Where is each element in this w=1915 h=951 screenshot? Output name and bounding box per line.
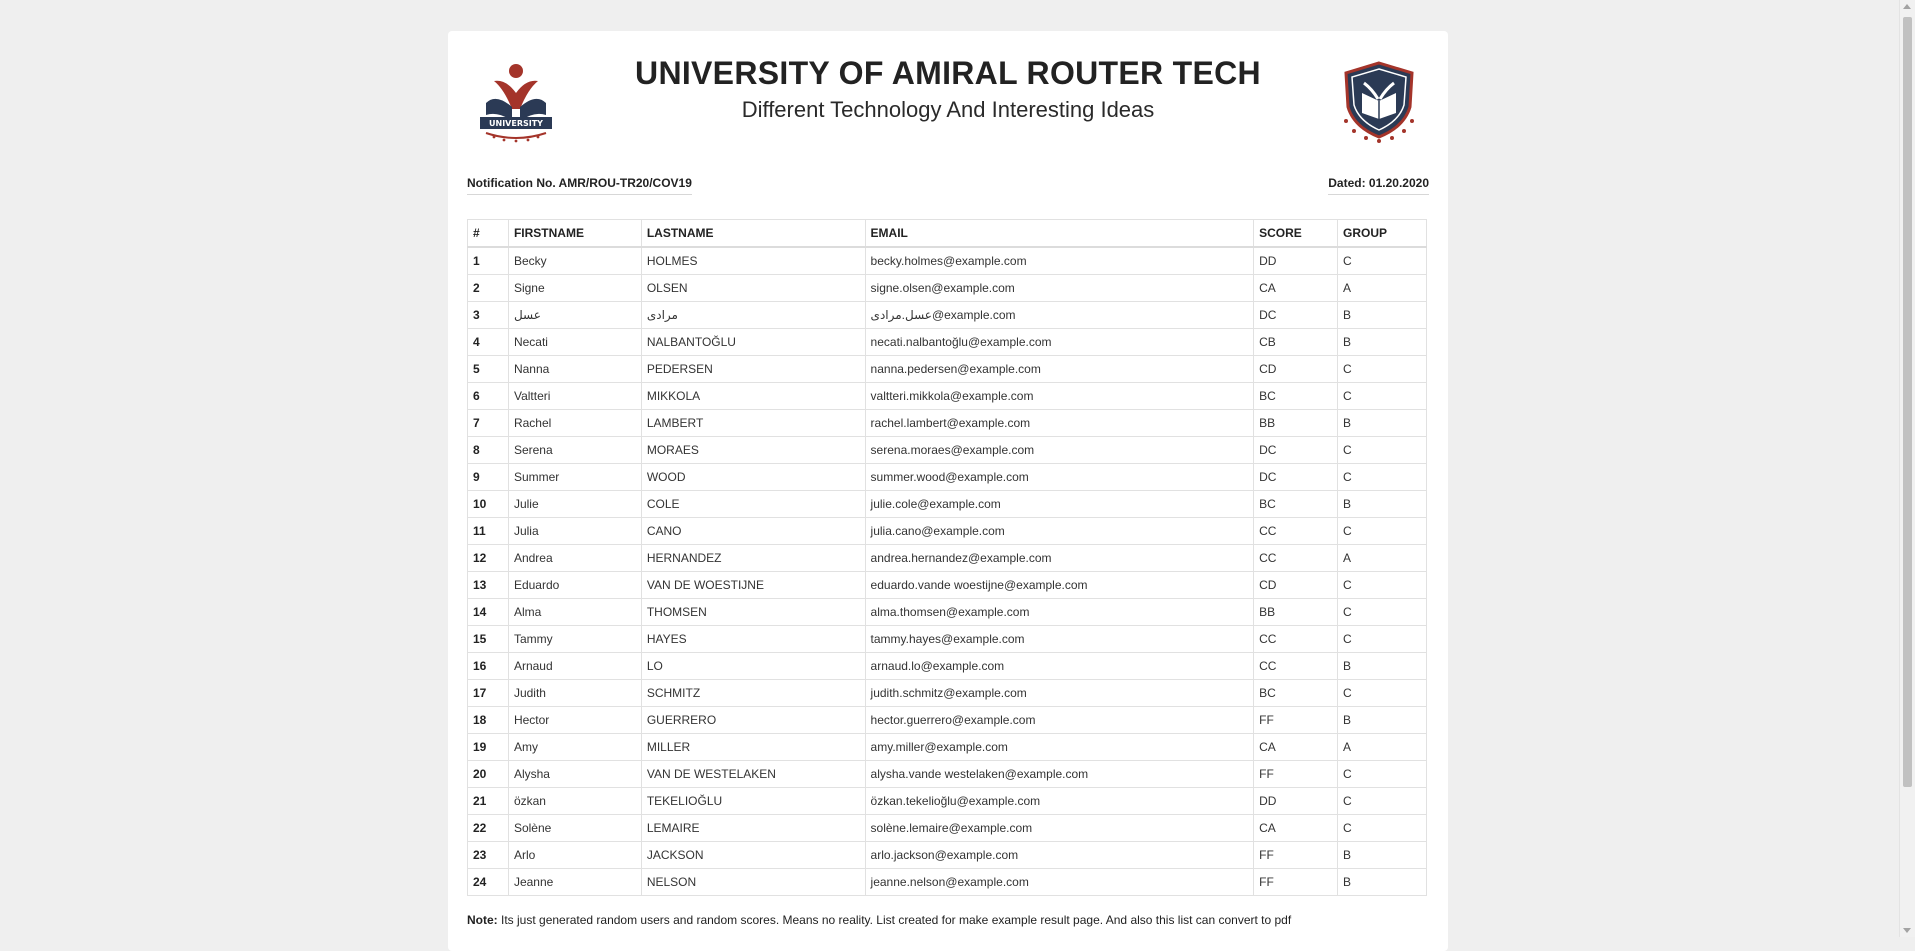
cell-score: CD [1254, 356, 1338, 383]
cell-score: BC [1254, 491, 1338, 518]
cell-lastname: HAYES [641, 626, 865, 653]
column-header-group: GROUP [1338, 220, 1427, 248]
cell-group: B [1338, 653, 1427, 680]
cell-group: C [1338, 626, 1427, 653]
column-header-lastname: LASTNAME [641, 220, 865, 248]
cell-index: 5 [468, 356, 509, 383]
cell-email: alma.thomsen@example.com [865, 599, 1254, 626]
vertical-scrollbar[interactable] [1899, 0, 1915, 937]
cell-lastname: VAN DE WOESTIJNE [641, 572, 865, 599]
table-body [468, 247, 1427, 896]
cell-index: 19 [468, 734, 509, 761]
cell-score: CC [1254, 626, 1338, 653]
table-row [468, 734, 1427, 761]
cell-email: valtteri.mikkola@example.com [865, 383, 1254, 410]
cell-group: C [1338, 518, 1427, 545]
cell-index: 6 [468, 383, 509, 410]
cell-lastname: GUERRERO [641, 707, 865, 734]
table-row [468, 410, 1427, 437]
cell-group: B [1338, 842, 1427, 869]
table-header-row [468, 220, 1427, 248]
table-row [468, 599, 1427, 626]
cell-email: arnaud.lo@example.com [865, 653, 1254, 680]
cell-group: C [1338, 464, 1427, 491]
cell-index: 8 [468, 437, 509, 464]
cell-index: 16 [468, 653, 509, 680]
cell-index: 17 [468, 680, 509, 707]
cell-email: summer.wood@example.com [865, 464, 1254, 491]
cell-lastname: LEMAIRE [641, 815, 865, 842]
cell-group: C [1338, 680, 1427, 707]
cell-lastname: LO [641, 653, 865, 680]
cell-group: C [1338, 247, 1427, 275]
table-row [468, 518, 1427, 545]
cell-score: FF [1254, 761, 1338, 788]
cell-index: 1 [468, 247, 509, 275]
cell-lastname: مرادی [641, 302, 865, 329]
cell-lastname: HOLMES [641, 247, 865, 275]
table-row [468, 680, 1427, 707]
table-row [468, 761, 1427, 788]
table-row [468, 815, 1427, 842]
page-subtitle: Different Technology And Interesting Ideas [741, 97, 1155, 122]
cell-index: 24 [468, 869, 509, 896]
cell-index: 11 [468, 518, 509, 545]
cell-index: 3 [468, 302, 509, 329]
scrollbar-thumb[interactable] [1903, 17, 1912, 787]
table-row [468, 356, 1427, 383]
scroll-down-arrow-icon[interactable] [1903, 928, 1911, 933]
cell-index: 23 [468, 842, 509, 869]
cell-score: BC [1254, 680, 1338, 707]
cell-lastname: LAMBERT [641, 410, 865, 437]
column-header-email: EMAIL [865, 220, 1254, 248]
cell-index: 9 [468, 464, 509, 491]
column-header-score: SCORE [1254, 220, 1338, 248]
cell-firstname: Judith [508, 680, 641, 707]
cell-score: DC [1254, 437, 1338, 464]
cell-email: nanna.pedersen@example.com [865, 356, 1254, 383]
cell-index: 20 [468, 761, 509, 788]
table-row [468, 545, 1427, 572]
table-row [468, 572, 1427, 599]
cell-firstname: Arlo [508, 842, 641, 869]
cell-index: 18 [468, 707, 509, 734]
cell-firstname: özkan [508, 788, 641, 815]
notification-row [467, 176, 1429, 196]
cell-group: A [1338, 275, 1427, 302]
shield-crest-logo-icon [1338, 59, 1420, 143]
cell-lastname: SCHMITZ [641, 680, 865, 707]
cell-email: solène.lemaire@example.com [865, 815, 1254, 842]
cell-firstname: Hector [508, 707, 641, 734]
cell-email: jeanne.nelson@example.com [865, 869, 1254, 896]
cell-firstname: Andrea [508, 545, 641, 572]
note [467, 913, 1291, 927]
cell-index: 14 [468, 599, 509, 626]
table-row [468, 247, 1427, 275]
cell-email: tammy.hayes@example.com [865, 626, 1254, 653]
cell-lastname: PEDERSEN [641, 356, 865, 383]
cell-score: BC [1254, 383, 1338, 410]
cell-firstname: Alysha [508, 761, 641, 788]
cell-score: CA [1254, 734, 1338, 761]
cell-email: arlo.jackson@example.com [865, 842, 1254, 869]
cell-firstname: Rachel [508, 410, 641, 437]
cell-group: C [1338, 788, 1427, 815]
cell-index: 12 [468, 545, 509, 572]
cell-firstname: Nanna [508, 356, 641, 383]
cell-lastname: VAN DE WESTELAKEN [641, 761, 865, 788]
table-row [468, 788, 1427, 815]
cell-group: B [1338, 329, 1427, 356]
cell-email: julie.cole@example.com [865, 491, 1254, 518]
table-row [468, 491, 1427, 518]
table-row [468, 464, 1427, 491]
table-row [468, 329, 1427, 356]
cell-lastname: WOOD [641, 464, 865, 491]
cell-score: CC [1254, 545, 1338, 572]
cell-firstname: Serena [508, 437, 641, 464]
dated-label: Dated: 01.20.2020 [1328, 176, 1429, 195]
result-page [448, 31, 1448, 951]
cell-group: C [1338, 599, 1427, 626]
cell-lastname: OLSEN [641, 275, 865, 302]
cell-email: عسل.مرادی@example.com [865, 302, 1254, 329]
cell-group: A [1338, 545, 1427, 572]
cell-lastname: NELSON [641, 869, 865, 896]
table-row [468, 437, 1427, 464]
cell-score: FF [1254, 707, 1338, 734]
cell-email: judith.schmitz@example.com [865, 680, 1254, 707]
cell-group: A [1338, 734, 1427, 761]
cell-index: 2 [468, 275, 509, 302]
cell-lastname: THOMSEN [641, 599, 865, 626]
cell-score: CD [1254, 572, 1338, 599]
cell-group: B [1338, 302, 1427, 329]
cell-lastname: JACKSON [641, 842, 865, 869]
cell-firstname: Alma [508, 599, 641, 626]
cell-firstname: عسل [508, 302, 641, 329]
cell-score: DC [1254, 464, 1338, 491]
cell-score: CA [1254, 275, 1338, 302]
cell-email: andrea.hernandez@example.com [865, 545, 1254, 572]
cell-group: B [1338, 491, 1427, 518]
cell-index: 7 [468, 410, 509, 437]
cell-score: DC [1254, 302, 1338, 329]
cell-firstname: Necati [508, 329, 641, 356]
cell-index: 13 [468, 572, 509, 599]
left-logo-text: UNIVERSITY [489, 119, 543, 128]
cell-index: 21 [468, 788, 509, 815]
cell-group: B [1338, 869, 1427, 896]
table-row [468, 383, 1427, 410]
cell-email: julia.cano@example.com [865, 518, 1254, 545]
cell-lastname: MORAES [641, 437, 865, 464]
cell-lastname: COLE [641, 491, 865, 518]
table-row [468, 626, 1427, 653]
page-header [448, 31, 1448, 151]
cell-lastname: MILLER [641, 734, 865, 761]
table-row [468, 707, 1427, 734]
cell-firstname: Solène [508, 815, 641, 842]
note-text: Its just generated random users and random scores. Means no reality. List created for make example result page. And also this list can convert to pdf [497, 913, 1292, 927]
cell-lastname: NALBANTOĞLU [641, 329, 865, 356]
cell-group: C [1338, 761, 1427, 788]
cell-lastname: MIKKOLA [641, 383, 865, 410]
cell-email: eduardo.vande woestijne@example.com [865, 572, 1254, 599]
cell-group: B [1338, 707, 1427, 734]
cell-email: serena.moraes@example.com [865, 437, 1254, 464]
cell-firstname: Julia [508, 518, 641, 545]
cell-firstname: Eduardo [508, 572, 641, 599]
column-header-index: # [468, 220, 509, 248]
cell-score: BB [1254, 410, 1338, 437]
cell-score: BB [1254, 599, 1338, 626]
cell-score: FF [1254, 842, 1338, 869]
cell-score: CC [1254, 518, 1338, 545]
cell-email: amy.miller@example.com [865, 734, 1254, 761]
cell-email: özkan.tekelioğlu@example.com [865, 788, 1254, 815]
note-label: Note: [467, 913, 498, 927]
cell-email: rachel.lambert@example.com [865, 410, 1254, 437]
cell-email: signe.olsen@example.com [865, 275, 1254, 302]
cell-score: CA [1254, 815, 1338, 842]
cell-firstname: Becky [508, 247, 641, 275]
table-row [468, 302, 1427, 329]
cell-group: B [1338, 410, 1427, 437]
cell-email: necati.nalbantoğlu@example.com [865, 329, 1254, 356]
cell-email: alysha.vande westelaken@example.com [865, 761, 1254, 788]
table-row [468, 869, 1427, 896]
results-table [467, 219, 1427, 896]
cell-score: FF [1254, 869, 1338, 896]
scroll-up-arrow-icon[interactable] [1903, 4, 1911, 9]
cell-index: 22 [468, 815, 509, 842]
cell-firstname: Valtteri [508, 383, 641, 410]
cell-email: hector.guerrero@example.com [865, 707, 1254, 734]
notification-number: Notification No. AMR/ROU-TR20/COV19 [467, 176, 692, 195]
column-header-firstname: FIRSTNAME [508, 220, 641, 248]
cell-firstname: Tammy [508, 626, 641, 653]
cell-group: C [1338, 437, 1427, 464]
cell-score: DD [1254, 788, 1338, 815]
page-title: UNIVERSITY OF AMIRAL ROUTER TECH [635, 55, 1261, 91]
cell-lastname: CANO [641, 518, 865, 545]
table-row [468, 275, 1427, 302]
cell-firstname: Signe [508, 275, 641, 302]
cell-score: CC [1254, 653, 1338, 680]
cell-firstname: Jeanne [508, 869, 641, 896]
cell-lastname: TEKELIOĞLU [641, 788, 865, 815]
cell-lastname: HERNANDEZ [641, 545, 865, 572]
cell-firstname: Julie [508, 491, 641, 518]
cell-group: C [1338, 572, 1427, 599]
cell-firstname: Summer [508, 464, 641, 491]
cell-group: C [1338, 356, 1427, 383]
table-row [468, 653, 1427, 680]
cell-firstname: Arnaud [508, 653, 641, 680]
cell-score: DD [1254, 247, 1338, 275]
cell-index: 15 [468, 626, 509, 653]
cell-email: becky.holmes@example.com [865, 247, 1254, 275]
cell-group: C [1338, 383, 1427, 410]
cell-firstname: Amy [508, 734, 641, 761]
cell-index: 4 [468, 329, 509, 356]
table-row [468, 842, 1427, 869]
cell-score: CB [1254, 329, 1338, 356]
cell-group: C [1338, 815, 1427, 842]
cell-index: 10 [468, 491, 509, 518]
